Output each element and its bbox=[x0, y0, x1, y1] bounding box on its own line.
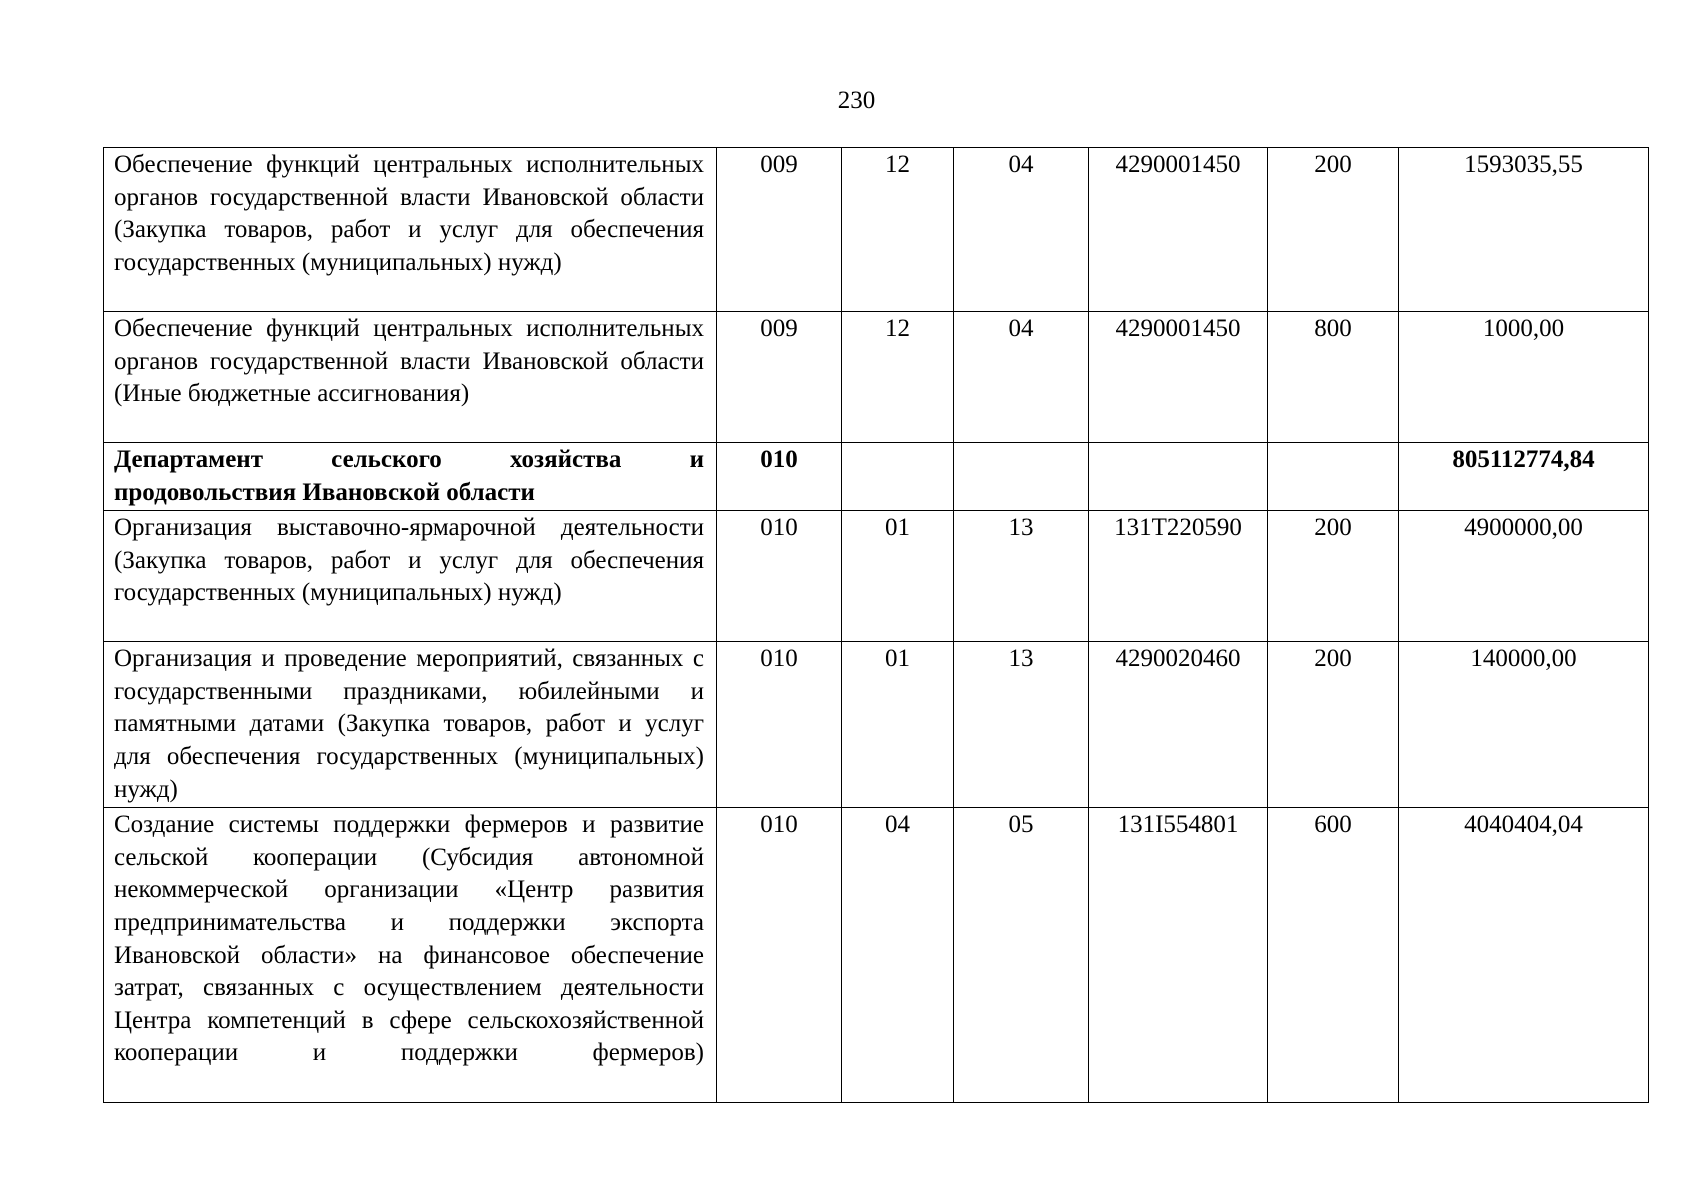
table-row bbox=[104, 808, 1649, 1103]
table-row bbox=[104, 148, 1649, 312]
amount: 1000,00 bbox=[1399, 312, 1649, 443]
vr-code bbox=[1268, 443, 1399, 511]
row-description: Обеспечение функций центральных исполнительных органов государственной власти Ивановской области (Закупка товаров, работ и услуг для обеспечения государственных (муниципальных) нужд) bbox=[104, 148, 717, 312]
row-description: Департамент сельского хозяйства и продовольствия Ивановской области bbox=[104, 443, 717, 511]
table-row bbox=[104, 511, 1649, 642]
gr-code: 010 bbox=[717, 443, 842, 511]
pr-code: 04 bbox=[954, 312, 1089, 443]
pr-code: 13 bbox=[954, 642, 1089, 808]
csr-code: 4290001450 bbox=[1089, 148, 1268, 312]
gr-code: 009 bbox=[717, 148, 842, 312]
amount: 4900000,00 bbox=[1399, 511, 1649, 642]
csr-code: 131Т220590 bbox=[1089, 511, 1268, 642]
budget-table bbox=[103, 147, 1649, 1103]
vr-code: 200 bbox=[1268, 148, 1399, 312]
table-row bbox=[104, 312, 1649, 443]
rz-code bbox=[842, 443, 954, 511]
vr-code: 600 bbox=[1268, 808, 1399, 1103]
csr-code: 131I554801 bbox=[1089, 808, 1268, 1103]
rz-code: 12 bbox=[842, 312, 954, 443]
row-description: Создание системы поддержки фермеров и развитие сельской кооперации (Субсидия автономной некоммерческой организации «Центр развития предпринимательства и поддержки экспорта Ивановской области» на финансовое обеспечение затрат, связанных с осуществлением деятельности Центра компетенций в сфере сельскохозяйственной кооперации и поддержки фермеров) bbox=[104, 808, 717, 1103]
amount: 140000,00 bbox=[1399, 642, 1649, 808]
amount: 805112774,84 bbox=[1399, 443, 1649, 511]
amount: 4040404,04 bbox=[1399, 808, 1649, 1103]
gr-code: 009 bbox=[717, 312, 842, 443]
rz-code: 04 bbox=[842, 808, 954, 1103]
pr-code: 05 bbox=[954, 808, 1089, 1103]
csr-code: 4290001450 bbox=[1089, 312, 1268, 443]
csr-code bbox=[1089, 443, 1268, 511]
table-row bbox=[104, 642, 1649, 808]
row-description: Организация выставочно-ярмарочной деятельности (Закупка товаров, работ и услуг для обеспечения государственных (муниципальных) нужд) bbox=[104, 511, 717, 642]
table-row-department bbox=[104, 443, 1649, 511]
gr-code: 010 bbox=[717, 642, 842, 808]
page-number: 230 bbox=[837, 87, 876, 114]
row-description: Организация и проведение мероприятий, связанных с государственными праздниками, юбилейными и памятными датами (Закупка товаров, работ и услуг для обеспечения государственных (муниципальных) нужд) bbox=[104, 642, 717, 808]
gr-code: 010 bbox=[717, 511, 842, 642]
rz-code: 01 bbox=[842, 642, 954, 808]
pr-code: 13 bbox=[954, 511, 1089, 642]
vr-code: 800 bbox=[1268, 312, 1399, 443]
pr-code bbox=[954, 443, 1089, 511]
vr-code: 200 bbox=[1268, 642, 1399, 808]
gr-code: 010 bbox=[717, 808, 842, 1103]
pr-code: 04 bbox=[954, 148, 1089, 312]
rz-code: 12 bbox=[842, 148, 954, 312]
amount: 1593035,55 bbox=[1399, 148, 1649, 312]
csr-code: 4290020460 bbox=[1089, 642, 1268, 808]
rz-code: 01 bbox=[842, 511, 954, 642]
vr-code: 200 bbox=[1268, 511, 1399, 642]
row-description: Обеспечение функций центральных исполнительных органов государственной власти Ивановской области (Иные бюджетные ассигнования) bbox=[104, 312, 717, 443]
